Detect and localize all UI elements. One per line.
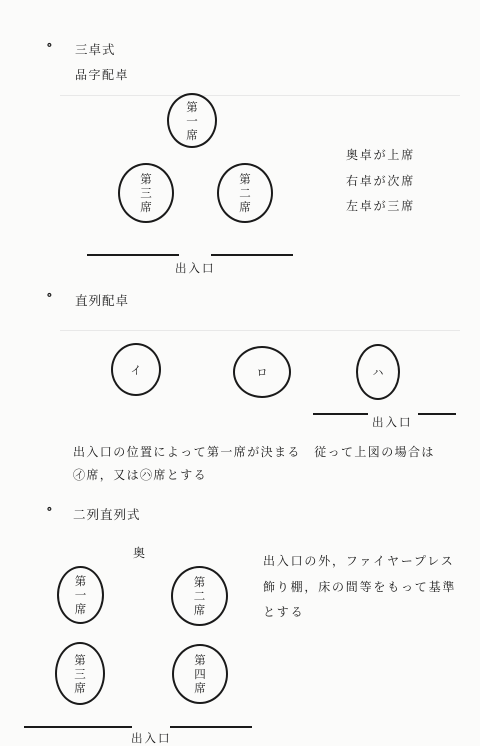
seat-fourth-circle [172,644,228,704]
section1-title: 三卓式 [75,42,116,57]
seat-third-label: 第 三 席 [140,172,152,214]
entrance-wall-right [170,726,252,728]
table-ha-label: ハ [372,366,384,379]
seat-first-circle [57,566,104,624]
seat-second-label: 第 二 席 [239,172,251,214]
section2-entrance-label: 出入口 [372,415,413,429]
faint-trace [60,330,460,331]
seat-fourth-label: 第 四 席 [194,653,206,695]
faint-trace [60,95,460,96]
seat-first-circle [167,93,217,148]
table-ro-label: ロ [256,366,268,379]
section3-title: 二列直列式 [73,507,141,522]
section3-note-1: 出入口の外，ファイヤープレス [263,554,455,568]
table-ha-circle [356,344,400,400]
section3-note-2: 飾り棚，床の間等をもって基準 [263,580,457,594]
section1-note-3: 左卓が三席 [346,199,416,213]
section2-paragraph-line2: ㋑席，又は㋩席とする [73,468,208,482]
table-i-label: イ [130,363,142,377]
seat-third-circle [55,642,105,705]
section1-note-2: 右卓が次席 [346,174,416,188]
entrance-wall-left [313,413,368,415]
section2-bullet: ∘ [46,288,53,303]
seat-first-label: 第 一 席 [186,99,198,142]
seat-second-circle [171,566,228,626]
entrance-wall-right [211,254,293,256]
seat-first-label: 第 一 席 [74,574,87,616]
seat-third-circle [118,163,174,223]
entrance-wall-left [87,254,179,256]
entrance-wall-left [24,726,132,728]
section3-entrance-label: 出入口 [131,731,172,745]
table-i-circle [111,343,161,396]
section1-subtitle: 品字配卓 [75,68,130,82]
seat-second-circle [217,163,273,223]
section1-bullet: ∘ [46,38,53,53]
back-label: 奥 [133,546,147,560]
section3-bullet: ∘ [46,502,53,517]
entrance-wall-right [418,413,456,415]
section3-note-3: とする [263,605,305,619]
section1-note-1: 奥卓が上席 [346,148,416,162]
table-ro-circle [233,346,291,398]
section2-title: 直列配卓 [75,293,130,308]
seat-third-label: 第 三 席 [74,652,86,695]
section1-entrance-label: 出入口 [175,261,216,275]
seat-second-label: 第 二 席 [193,575,206,617]
section2-paragraph-line1: 出入口の位置によって第一席が決まる 従って上図の場合は [73,445,435,459]
